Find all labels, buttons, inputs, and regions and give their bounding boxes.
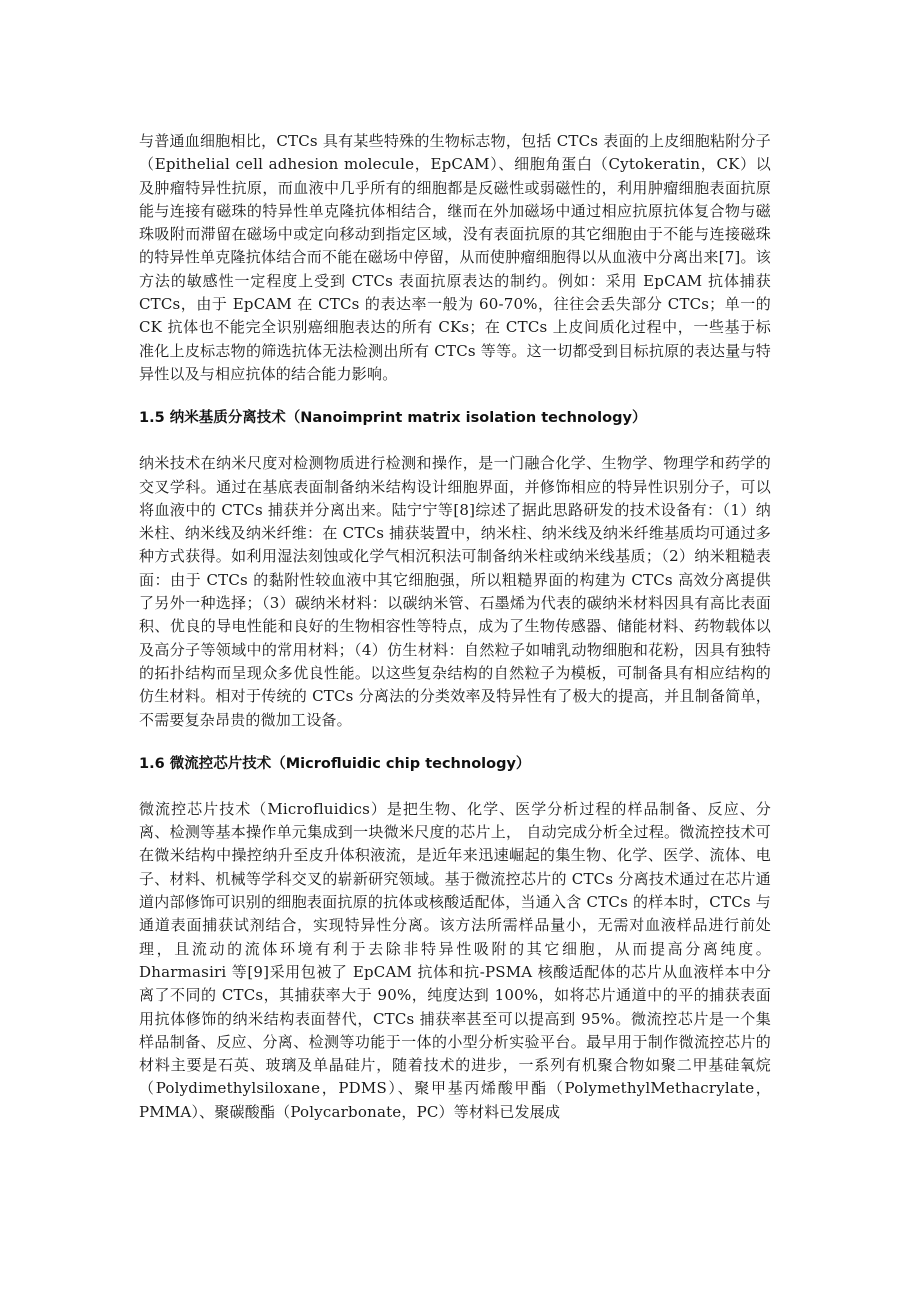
paragraph-microfluidic-chip: 微流控芯片技术（Microfluidics）是把生物、化学、医学分析过程的样品制备、反应、分离、检测等基本操作单元集成到一块微米尺度的芯片上， 自动完成分析全过程。微流控技术可在微米结构中操控纳升至皮升体积液流，是近年来迅速崛起的集生物、化学、医学、流体、电子、材料、机械等学科交叉的崭新研究领域。基于微流控芯片的 CTCs 分离技术通过在芯片通道内部修饰可识别的细胞表面抗原的抗体或核酸适配体，当通入含 CTCs 的样本时，CTCs 与通道表面捕获试剂结合，实现特异性分离。该方法所需样品量小，无需对血液样品进行前处理，且流动的流体环境有利于去除非特异性吸附的其它细胞，从而提高分离纯度。Dharmasiri 等[9]采用包被了 EpCAM 抗体和抗-PSMA 核酸适配体的芯片从血液样本中分离了不同的 CTCs，其捕获率大于 90%，纯度达到 100%，如将芯片通道中的平的捕获表面用抗体修饰的纳米结构表面替代，CTCs 捕获率甚至可以提高到 95%。微流控芯片是一个集样品制备、反应、分离、检测等功能于一体的小型分析实验平台。最早用于制作微流控芯片的材料主要是石英、玻璃及单晶硅片，随着技术的进步，一系列有机聚合物如聚二甲基硅氧烷（Polydimethylsiloxane，PDMS）、聚甲基丙烯酸甲酯（PolymethylMethacrylate，PMMA）、聚碳酸酯（Polycarbonate，PC）等材料已发展成 xyxy=(139,799,771,1121)
section-heading-1-5: 1.5 纳米基质分离技术（Nanoimprint matrix isolation technology） xyxy=(139,410,647,427)
document-page xyxy=(139,130,771,1124)
section-heading-1-6: 1.6 微流控芯片技术（Microfluidic chip technology） xyxy=(139,755,531,772)
paragraph-nanoimprint-matrix: 纳米技术在纳米尺度对检测物质进行检测和操作，是一门融合化学、生物学、物理学和药学的交叉学科。通过在基底表面制备纳米结构设计细胞界面，并修饰相应的特异性识别分子，可以将血液中的 CTCs 捕获并分离出来。陆宁宁等[8]综述了据此思路研发的技术设备有：（1）纳米柱、纳米线及纳米纤维：在 CTCs 捕获装置中，纳米柱、纳米线及纳米纤维基质均可通过多种方式获得。如利用湿法刻蚀或化学气相沉积法可制备纳米柱或纳米线基质；（2）纳米粗糙表面：由于 CTCs 的黏附性较血液中其它细胞强，所以粗糙界面的构建为 CTCs 高效分离提供了另外一种选择；（3）碳纳米材料：以碳纳米管、石墨烯为代表的碳纳米材料因具有高比表面积、优良的导电性能和良好的生物相容性等特点，成为了生物传感器、储能材料、药物载体以及高分子等领域中的常用材料；（4）仿生材料：自然粒子如哺乳动物细胞和花粉，因具有独特的拓扑结构而呈现众多优良性能。以这些复杂结构的自然粒子为模板，可制备具有相应结构的仿生材料。相对于传统的 CTCs 分离法的分类效率及特异性有了极大的提高，并且制备简单，不需要复杂昂贵的微加工设备。 xyxy=(139,454,771,729)
paragraph-magnetic-bead-separation: 与普通血细胞相比，CTCs 具有某些特殊的生物标志物，包括 CTCs 表面的上皮细胞粘附分子（Epithelial cell adhesion molecule，EpCAM）、细胞角蛋白（Cytokeratin，CK）以及肿瘤特异性抗原，而血液中几乎所有的细胞都是反磁性或弱磁性的，利用肿瘤细胞表面抗原能与连接有磁珠的特异性单克隆抗体相结合，继而在外加磁场中通过相应抗原抗体复合物与磁珠吸附而滞留在磁场中或定向移动到指定区域，没有表面抗原的其它细胞由于不能与连接磁珠的特异性单克隆抗体结合而不能在磁场中停留，从而使肿瘤细胞得以从血液中分离出来[7]。该方法的敏感性一定程度上受到 CTCs 表面抗原表达的制约。例如：采用 EpCAM 抗体捕获 CTCs，由于 EpCAM 在 CTCs 的表达率一般为 60-70%，往往会丢失部分 CTCs；单一的 CK 抗体也不能完全识别癌细胞表达的所有 CKs；在 CTCs 上皮间质化过程中，一些基于标准化上皮标志物的筛选抗体无法检测出所有 CTCs 等等。这一切都受到目标抗原的表达量与特异性以及与相应抗体的结合能力影响。 xyxy=(139,132,771,383)
